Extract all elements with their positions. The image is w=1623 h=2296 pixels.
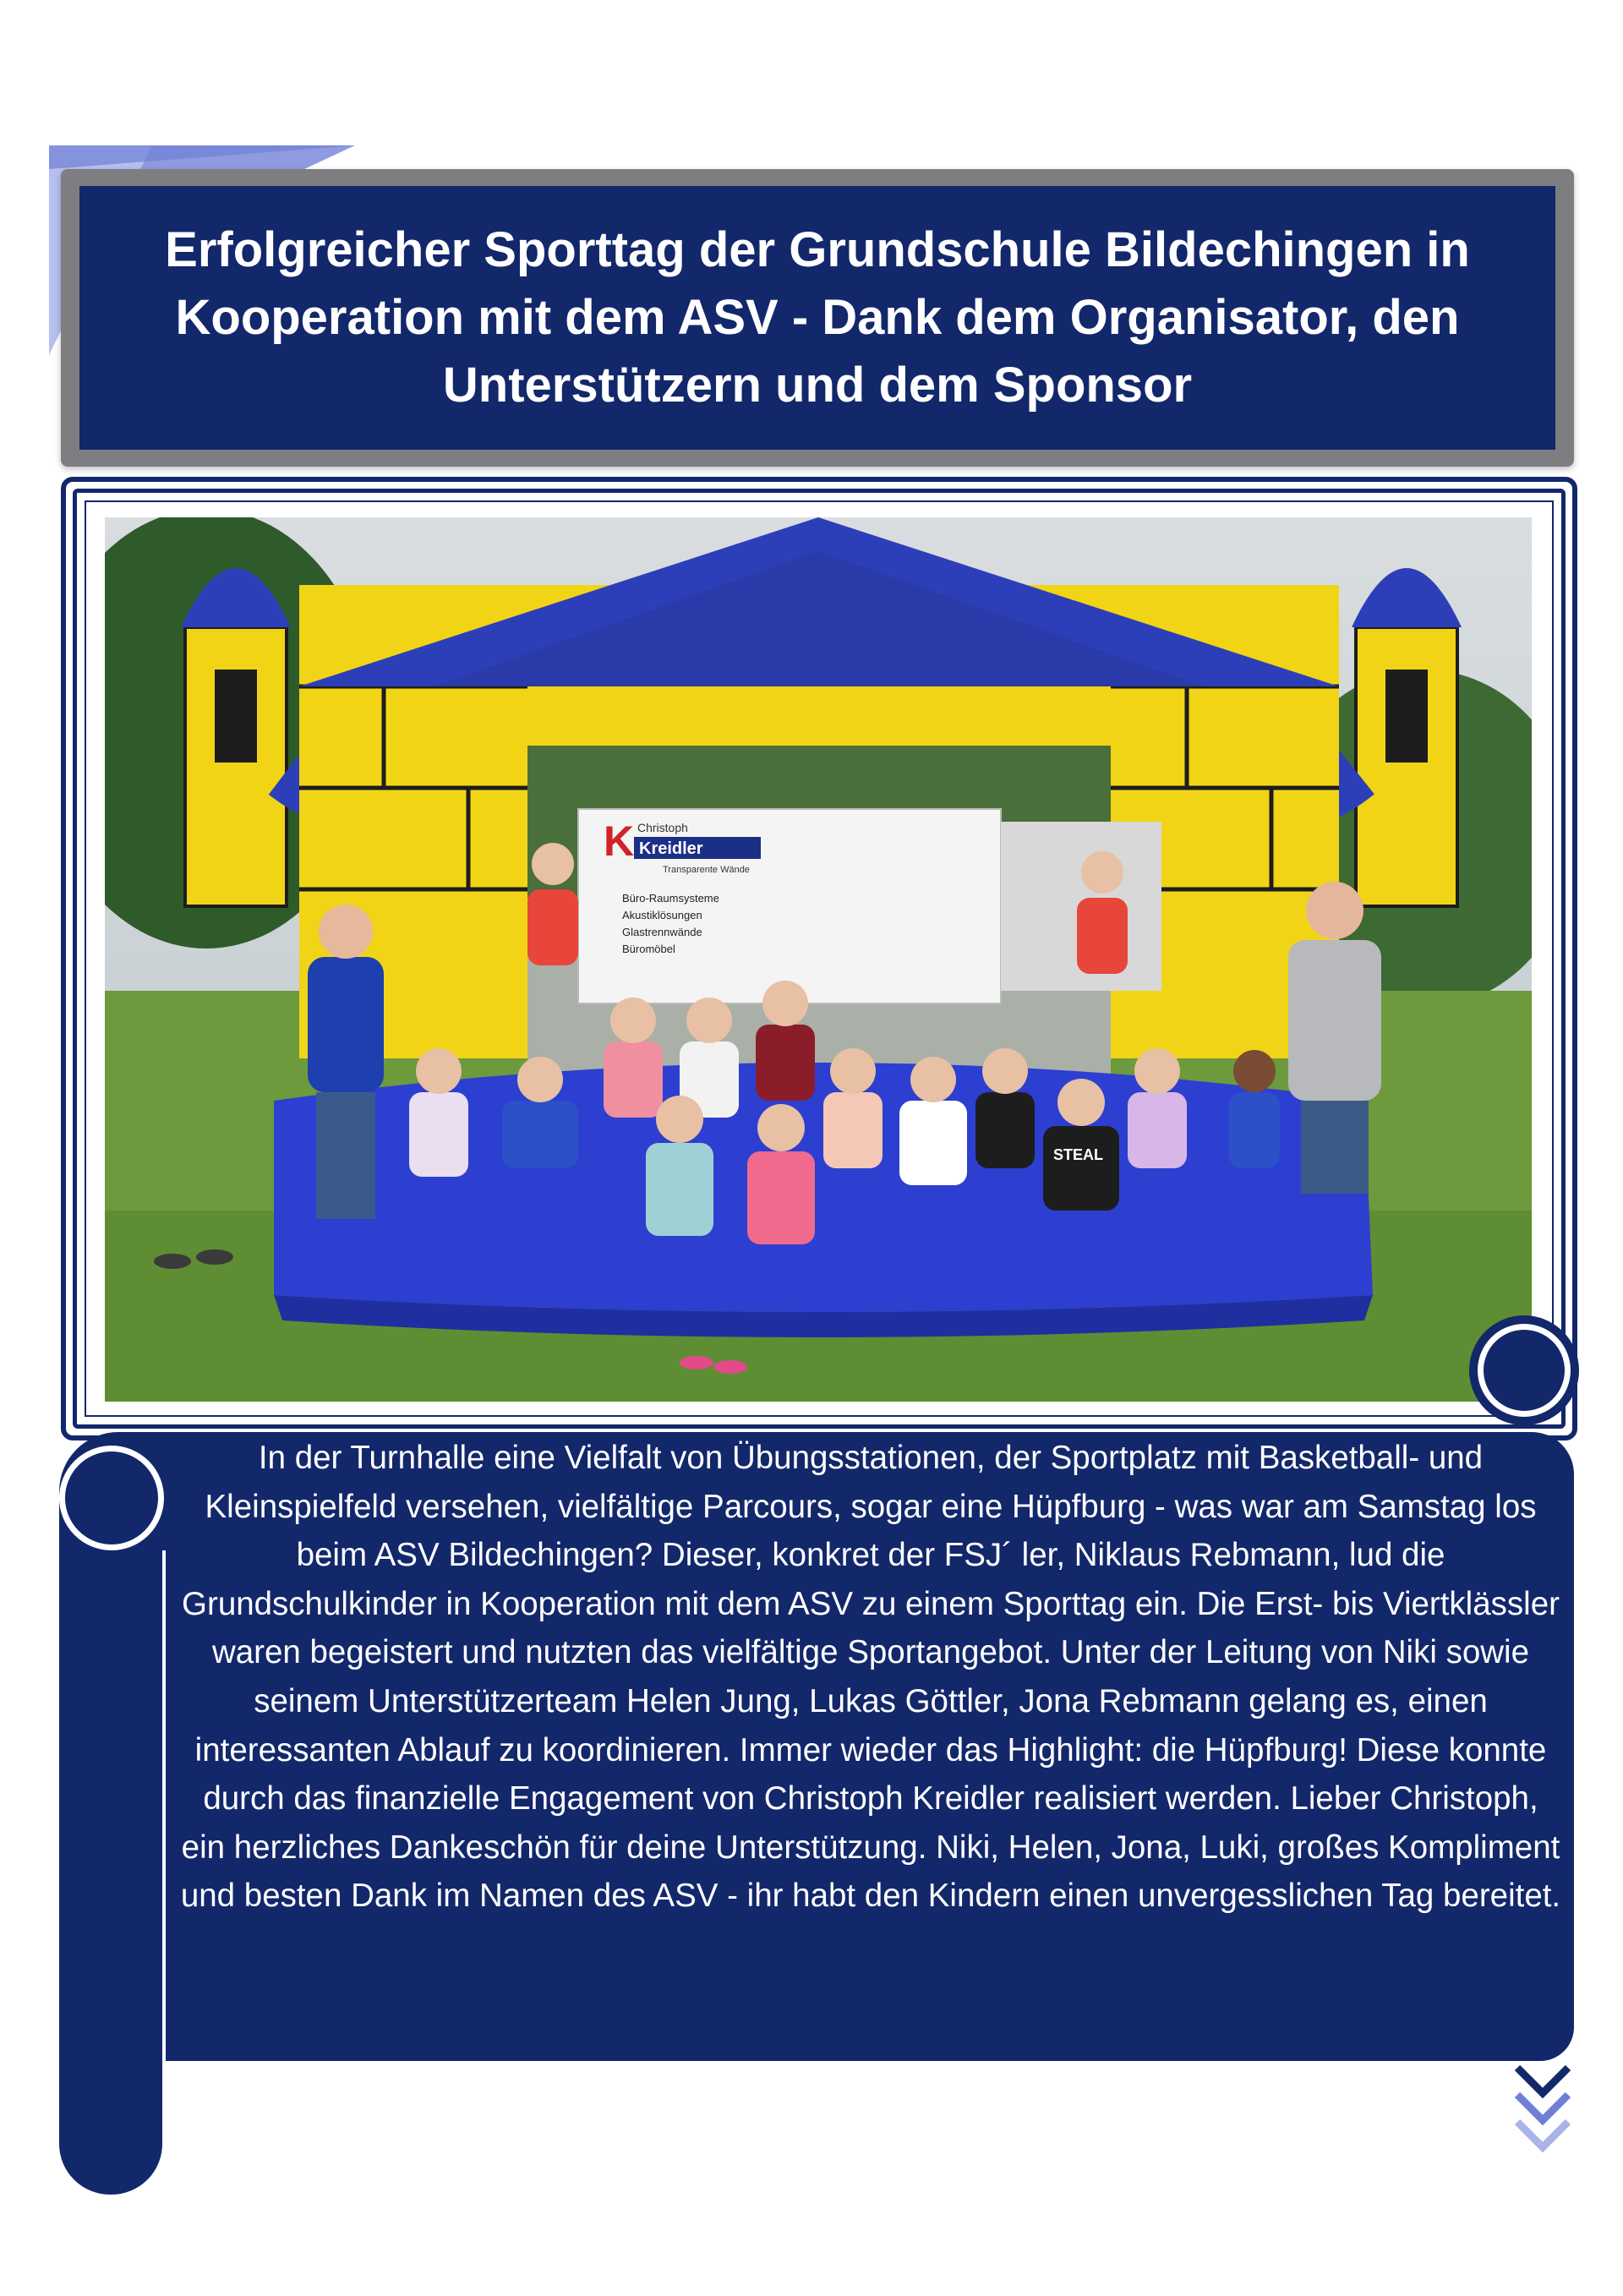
title-box <box>61 169 1574 467</box>
scroll-left-bar <box>59 1454 162 2195</box>
banner-company-name: Kreidler <box>639 839 703 858</box>
banner-item: Büro-Raumsysteme <box>622 892 719 905</box>
banner-item: Akustiklösungen <box>622 909 702 921</box>
group-photo <box>105 517 1532 1402</box>
page-title: Erfolgreicher Sporttag der Grundschule Bildechingen in Kooperation mit dem ASV - Dank dem Organisator, den Unterstützern und dem Sponsor <box>165 222 1470 413</box>
scroll-curl-left-icon <box>59 1446 164 1550</box>
article-body: In der Turnhalle eine Vielfalt von Übungsstationen, der Sportplatz mit Basketball- und Kleinspielfeld versehen, vielfältige Parcours, sogar eine Hüpfburg - was war am Samstag los beim ASV Bildechingen? Dieser, konkret der FSJ´ ler, Niklaus Rebmann, lud die Grundschulkinder in Kooperation mit dem ASV zu einem Sporttag ein. Die Erst- bis Viertklässler waren begeistert und nutzten das vielfältige Sportangebot. Unter der Leitung von Niki sowie seinem Unterstützerteam Helen Jung, Lukas Göttler, Jona Rebmann gelang es, einen interessanten Ablauf zu koordinieren. Immer wieder das Highlight: die Hüpfburg! Diese konnte durch das finanzielle Engagement von Christoph Kreidler realisiert werden. Lieber Christoph, ein herzliches Dankeschön für deine Unterstützung. Niki, Helen, Jona, Luki, großes Kompliment und besten Dank im Namen des ASV - ihr habt den Kindern einen unvergesslichen Tag bereitet. <box>180 1440 1561 1915</box>
banner-item: Glastrennwände <box>622 926 702 938</box>
bouncy-castle-illustration <box>105 517 1532 1402</box>
svg-text:K: K <box>604 817 635 865</box>
shirt-text: STEAL <box>1053 1146 1104 1163</box>
banner-item: Büromöbel <box>622 943 675 955</box>
banner-company-small: Christoph <box>637 821 688 834</box>
chevron-down-icon <box>1513 2051 1572 2169</box>
banner-tagline: Transparente Wände <box>663 865 750 875</box>
title-panel <box>79 186 1555 450</box>
scroll-curl-right-ring <box>1478 1324 1571 1417</box>
